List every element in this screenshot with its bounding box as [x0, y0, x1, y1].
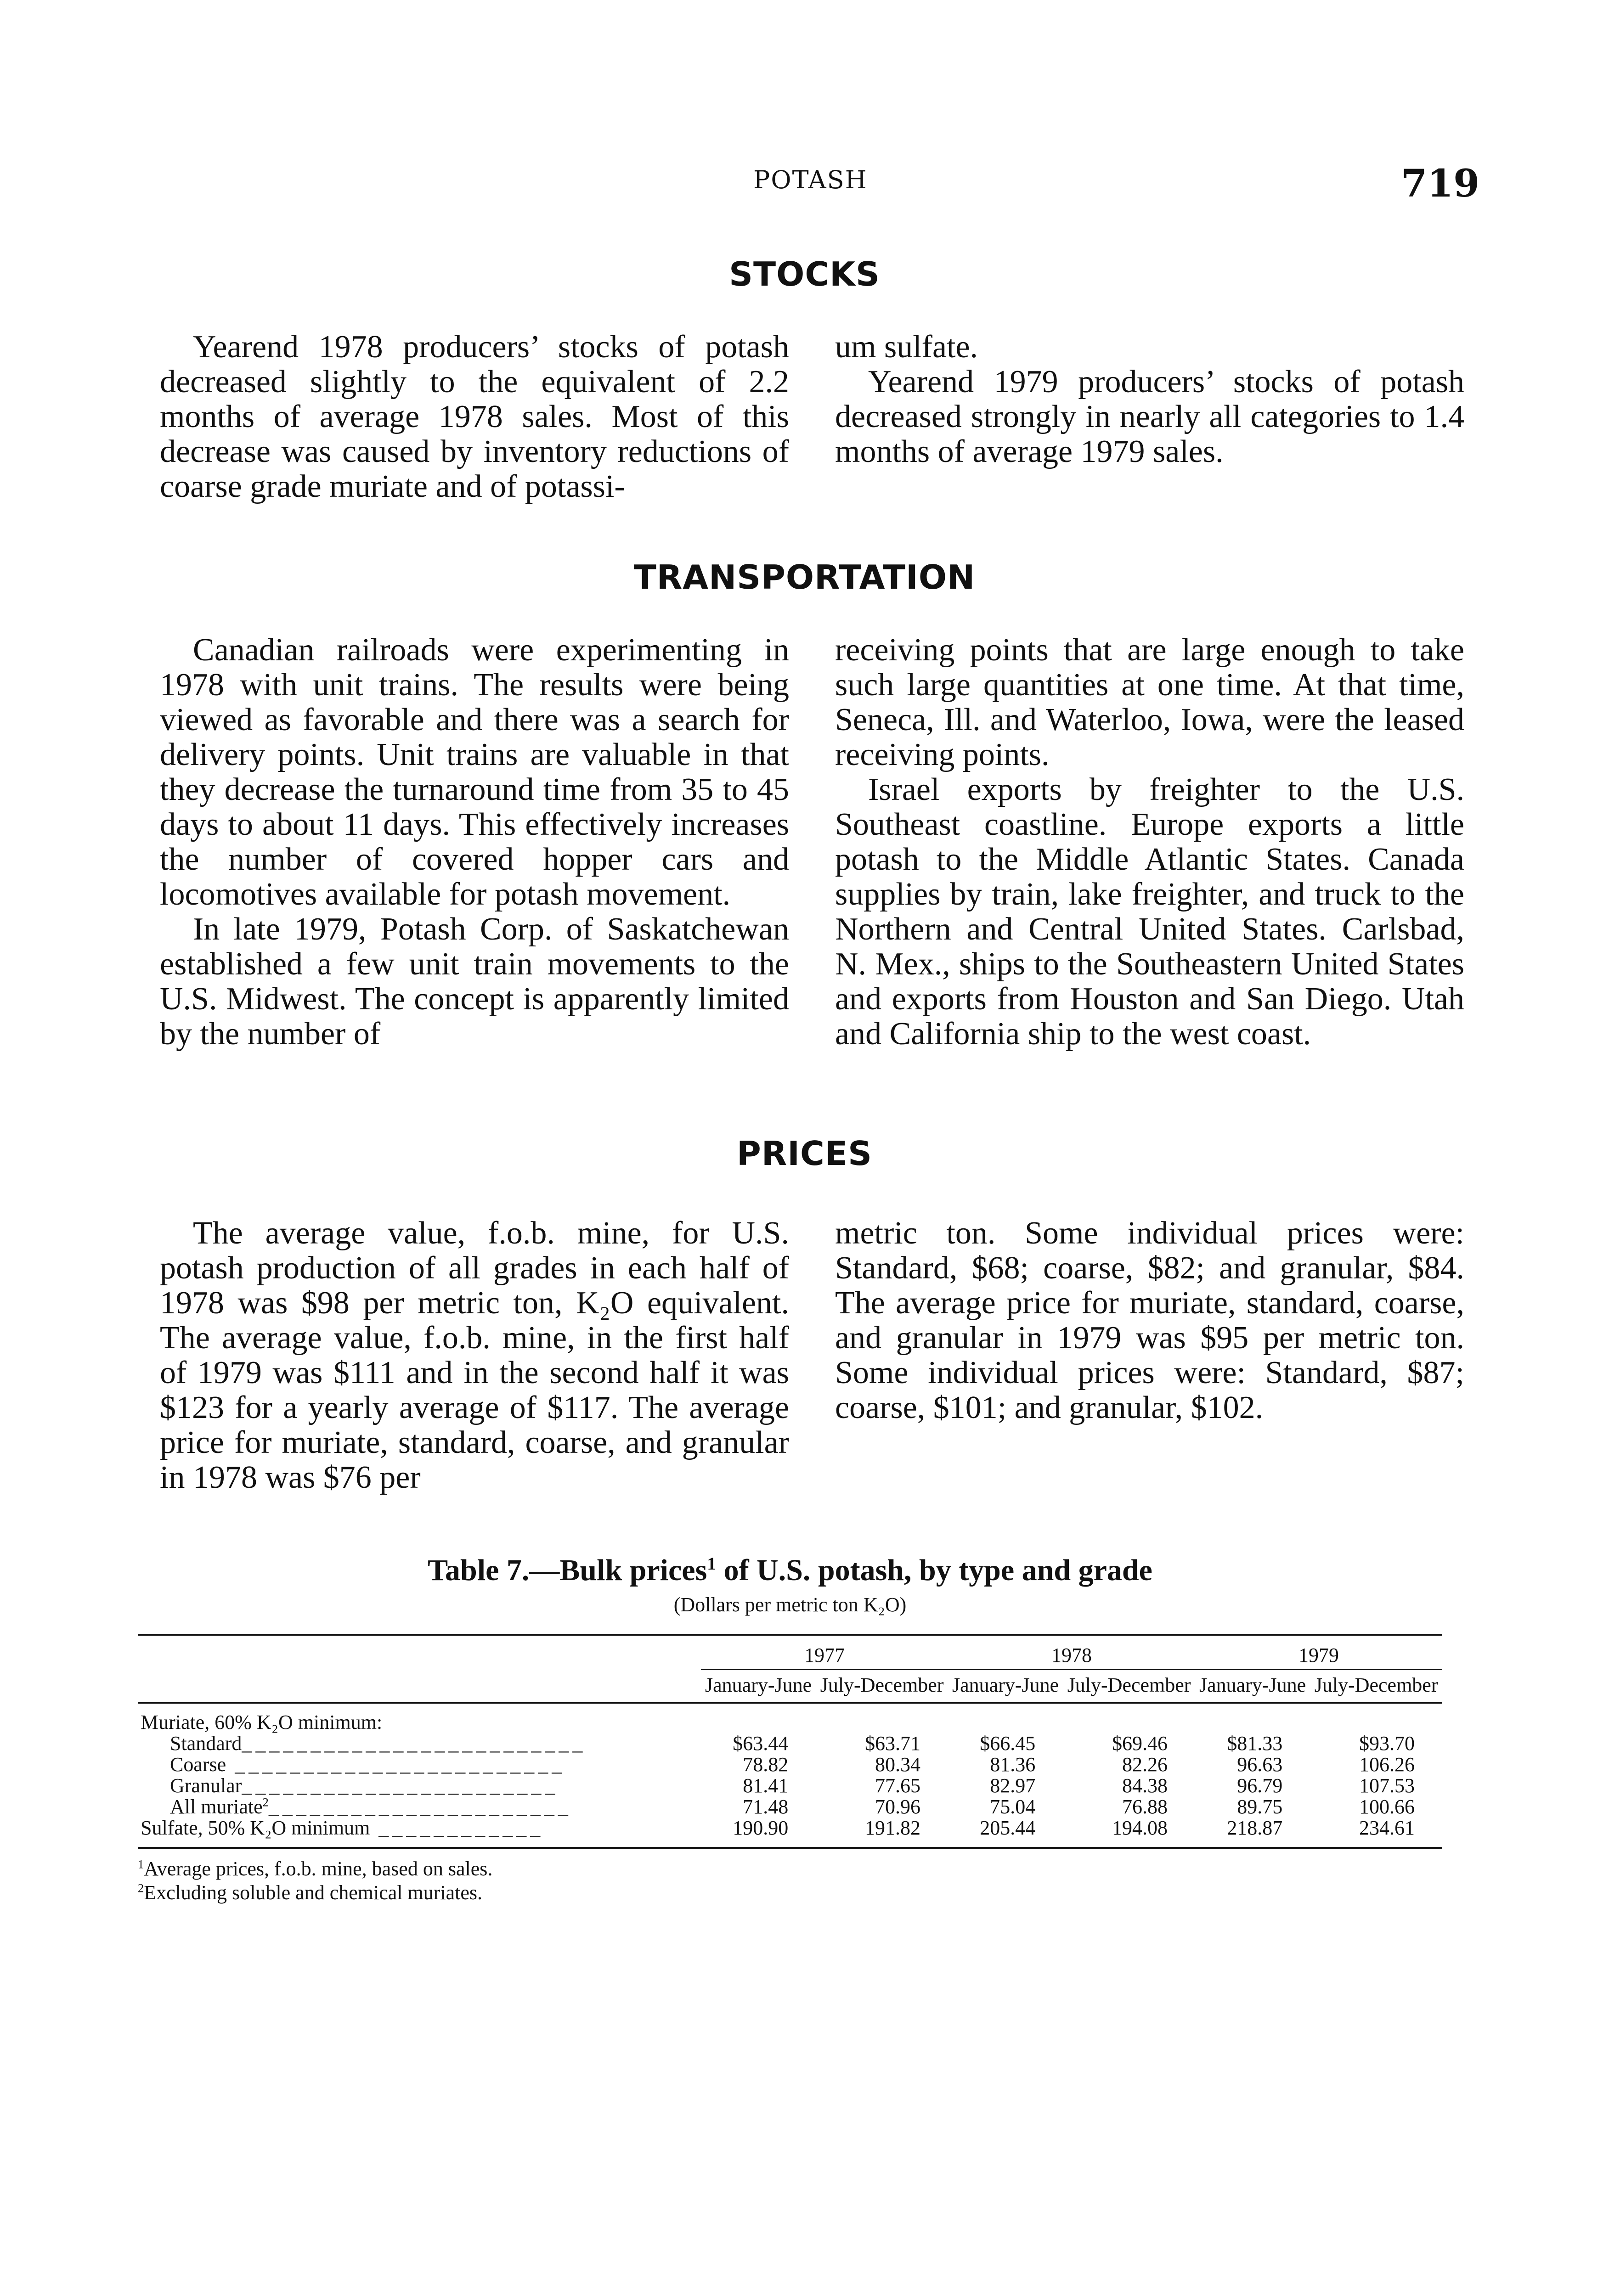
cell: $93.70	[1359, 1732, 1415, 1755]
half-header: January-June	[701, 1670, 816, 1703]
cell: 194.08	[1063, 1818, 1195, 1848]
cell: 106.26	[1359, 1753, 1415, 1776]
cell: 100.66	[1359, 1795, 1415, 1818]
table-row	[138, 1775, 1442, 1796]
cell: $81.33	[1227, 1732, 1283, 1755]
prices-paragraph-cont: metric ton. Some individual prices were: Standard, $68; coarse, $82; and granular, $84. The average price for muriate, standard, coarse, and granular in 1979 was $95 per metric ton. Some individual prices were: Standard, $87; coarse, $101; and granular, $102.	[835, 1216, 1464, 1425]
year-header-row	[138, 1635, 1442, 1670]
footnote-2: $^2$Excluding soluble and chemical muriates.	[138, 1881, 482, 1904]
table-title-main: Table 7.—Bulk prices	[428, 1553, 707, 1587]
half-header: January-June	[948, 1670, 1063, 1703]
cell: 107.53	[1359, 1774, 1415, 1797]
prices-left-column	[160, 1216, 789, 1495]
transportation-left-column	[160, 633, 789, 1052]
stocks-paragraph-1: Yearend 1978 producers’ stocks of potash decreased slightly to the equivalent of 2.2 months of average 1978 sales. Most of this decrease was caused by inventory reductions of coarse grade muriate and of potassi-	[160, 329, 789, 504]
cell: $69.46	[1112, 1732, 1168, 1755]
footnote-1: $^1$Average prices, f.o.b. mine, based on sales.	[138, 1857, 493, 1880]
transportation-body	[160, 633, 1464, 1052]
stocks-body	[160, 330, 1464, 504]
cell: 96.63	[1237, 1753, 1283, 1776]
cell: 190.90	[701, 1818, 816, 1848]
stub-header	[138, 1635, 701, 1670]
cell: 81.36	[990, 1753, 1036, 1776]
table-7	[138, 1552, 1442, 1905]
stocks-paragraph-2: Yearend 1979 producers’ stocks of potash decreased strongly in nearly all categories to 1.4 months of average 1979 sales.	[835, 364, 1464, 469]
cell: 71.48	[743, 1795, 789, 1818]
half-header: July-December	[1310, 1670, 1442, 1703]
stocks-heading: STOCKS	[729, 255, 880, 293]
price-table	[138, 1634, 1442, 1849]
transportation-paragraph-1: Canadian railroads were experimenting in 1978 with unit trains. The results were being viewed as favorable and there was a search for delivery points. Unit trains are valuable in that they decrease the turnaround time from 35 to 45 days to about 11 days. This effectively increases the number of covered hopper cars and locomotives available for potash movement.	[160, 632, 789, 912]
table-row	[138, 1733, 1442, 1754]
cell: 205.44	[948, 1818, 1063, 1848]
cell: 82.97	[990, 1774, 1036, 1797]
running-head: POTASH	[753, 165, 868, 194]
prices-heading: PRICES	[737, 1134, 872, 1173]
page-number: 719	[1401, 162, 1480, 206]
table-title	[138, 1552, 1442, 1589]
cell: 76.88	[1122, 1795, 1168, 1818]
prices-right-column	[835, 1216, 1464, 1495]
row-label: Sulfate, 50% K₂O minimum ____________	[138, 1818, 701, 1848]
row-label: Granular_______________________	[170, 1774, 559, 1797]
cell: 234.61	[1310, 1818, 1442, 1848]
stocks-left-column	[160, 330, 789, 504]
transportation-paragraph-3: Israel exports by freighter to the U.S. Southeast coastline. Europe exports a little potash to the Middle Atlantic States. Canada supplies by train, lake freighter, and truck to the Northern and Central United States. Carlsbad, N. Mex., ships to the Southeastern United States and exports from Houston and San Diego. Utah and California ship to the west coast.	[835, 772, 1464, 1052]
table-row	[138, 1754, 1442, 1775]
year-1979: 1979	[1195, 1635, 1442, 1670]
prices-paragraph-1: The average value, f.o.b. mine, for U.S. potash production of all grades in each half of 1978 was $98 per metric ton, K₂O equivalent. The average value, f.o.b. mine, in the first half of 1979 was $111 and in the second half it was $123 for a yearly average of $117. The average price for muriate, standard, coarse, and granular in 1978 was $76 per	[160, 1216, 789, 1495]
row-label: All muriate$^2$______________________	[170, 1795, 572, 1818]
year-1977: 1977	[701, 1635, 948, 1670]
transportation-paragraph-2: In late 1979, Potash Corp. of Saskatchewan established a few unit train movements to the U.S. Midwest. The concept is apparently limited by the number of	[160, 912, 789, 1052]
cell: $63.71	[864, 1732, 920, 1755]
half-header: January-June	[1195, 1670, 1310, 1703]
cell: 77.65	[875, 1774, 920, 1797]
prices-body	[160, 1216, 1464, 1495]
cell: 82.26	[1122, 1753, 1168, 1776]
cell: 191.82	[816, 1818, 948, 1848]
table-title-rest: of U.S. potash, by type and grade	[716, 1553, 1152, 1587]
cell: 75.04	[990, 1795, 1036, 1818]
table-footnotes	[138, 1857, 1442, 1905]
row-label: Standard_________________________	[170, 1732, 587, 1755]
table-unit: (Dollars per metric ton K₂O)	[673, 1593, 907, 1616]
cell: 84.38	[1122, 1774, 1168, 1797]
half-header-row	[138, 1670, 1442, 1703]
table-row	[138, 1796, 1442, 1818]
stocks-paragraph-cont: um sulfate.	[835, 329, 978, 365]
page-header	[0, 162, 1609, 220]
table-title-footnote-mark: 1	[707, 1553, 717, 1574]
half-header: July-December	[1063, 1670, 1195, 1703]
cell: 96.79	[1237, 1774, 1283, 1797]
cell: 218.87	[1195, 1818, 1310, 1848]
cell: 80.34	[875, 1753, 920, 1776]
cell: $63.44	[733, 1732, 789, 1755]
transportation-paragraph-cont: receiving points that are large enough to take such large quantities at one time. At that time, Seneca, Ill. and Waterloo, Iowa, were the leased receiving points.	[835, 632, 1464, 772]
cell: 78.82	[743, 1753, 789, 1776]
transportation-heading: TRANSPORTATION	[633, 558, 976, 597]
group-label: Muriate, 60% K₂O minimum:	[141, 1711, 383, 1733]
group-row	[138, 1703, 1442, 1733]
stocks-right-column	[835, 330, 1464, 504]
year-1978: 1978	[948, 1635, 1195, 1670]
cell: 70.96	[875, 1795, 920, 1818]
cell: 89.75	[1237, 1795, 1283, 1818]
transportation-right-column	[835, 633, 1464, 1052]
table-row	[138, 1818, 1442, 1848]
cell: $66.45	[980, 1732, 1036, 1755]
half-header: July-December	[816, 1670, 948, 1703]
stub-header-2	[138, 1670, 701, 1703]
cell: 81.41	[743, 1774, 789, 1797]
row-label: Coarse ________________________	[170, 1753, 566, 1776]
